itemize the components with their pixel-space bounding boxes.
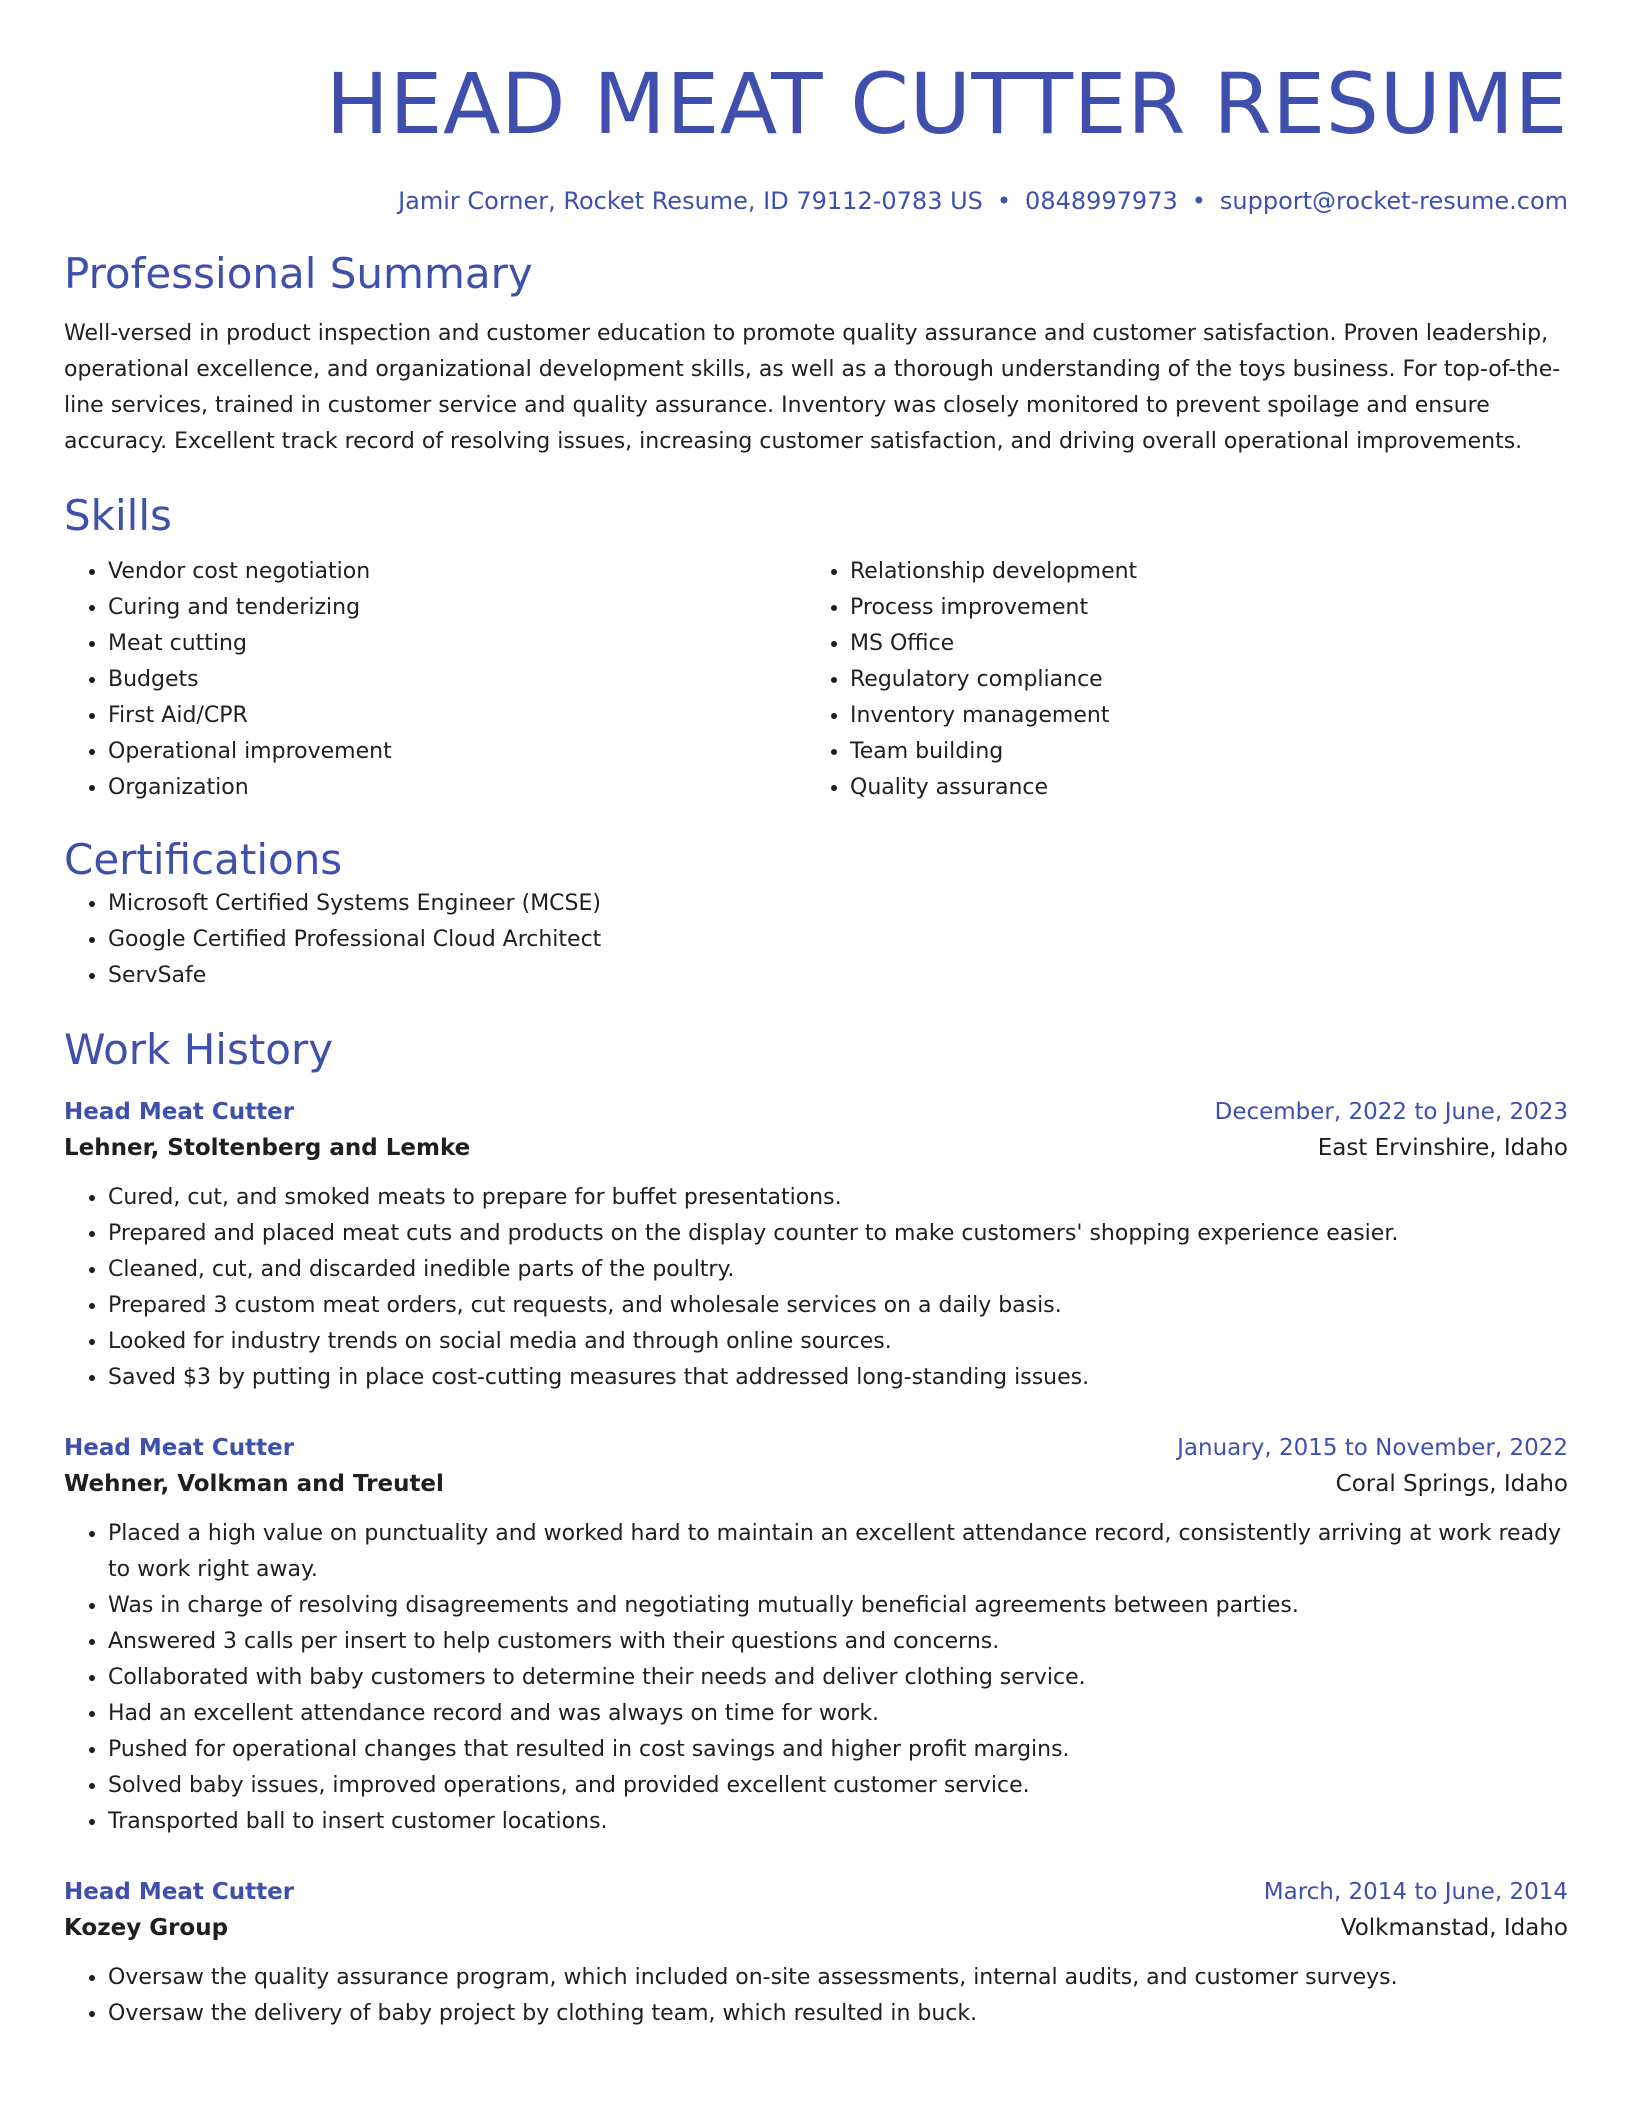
job-duty: • Had an excellent attendance record and was always on time for work. — [108, 1696, 1568, 1732]
job-duty: • Saved $3 by putting in place cost-cutting measures that addressed long-standing issues. — [108, 1360, 1568, 1396]
job-duty: • Placed a high value on punctuality and worked hard to maintain an excellent attendance record, consistently arriving at work ready to work right away. — [108, 1516, 1568, 1588]
skill-item: • Relationship development — [850, 554, 1548, 590]
job-company: Wehner, Volkman and Treutel — [64, 1471, 444, 1497]
skill-item: • Curing and tenderizing — [108, 590, 806, 626]
certification-item: • ServSafe — [108, 958, 1568, 994]
certifications-list — [64, 886, 1568, 994]
job-entry — [64, 1094, 1568, 1396]
job-duties-list — [64, 1516, 1568, 1840]
job-company: Kozey Group — [64, 1915, 229, 1941]
job-dates: January, 2015 to November, 2022 — [1177, 1435, 1568, 1461]
skills-left-list — [64, 554, 806, 806]
job-duties-list — [64, 1180, 1568, 1396]
job-title-row — [64, 1874, 1568, 1910]
job-duty: • Pushed for operational changes that resulted in cost savings and higher profit margins. — [108, 1732, 1568, 1768]
summary-text: Well-versed in product inspection and customer education to promote quality assurance and customer satisfaction. Proven leadership, operational excellence, and organizational development skills, as well as a thorough understanding of the toys business. For top-of-the-line services, trained in customer service and quality assurance. Inventory was closely monitored to prevent spoilage and ensure accuracy. Excellent track record of resolving issues, increasing customer satisfaction, and driving overall operational improvements. — [64, 321, 1561, 454]
skill-item: • Meat cutting — [108, 626, 806, 662]
job-duty: • Collaborated with baby customers to determine their needs and deliver clothing service. — [108, 1660, 1568, 1696]
skill-item: • Quality assurance — [850, 770, 1548, 806]
skills-columns — [64, 554, 1568, 806]
certifications-heading: Certifications — [64, 835, 343, 884]
job-entry — [64, 1874, 1568, 2032]
job-duty: • Answered 3 calls per insert to help customers with their questions and concerns. — [108, 1624, 1568, 1660]
skill-item: • Organization — [108, 770, 806, 806]
skill-item: • Inventory management — [850, 698, 1548, 734]
job-title-row — [64, 1094, 1568, 1130]
job-company: Lehner, Stoltenberg and Lemke — [64, 1135, 471, 1161]
job-dates: March, 2014 to June, 2014 — [1263, 1879, 1568, 1905]
job-title-row — [64, 1430, 1568, 1466]
job-duty: • Oversaw the delivery of baby project by clothing team, which resulted in buck. — [108, 1996, 1568, 2032]
job-title: Head Meat Cutter — [64, 1435, 295, 1461]
skill-item: • Vendor cost negotiation — [108, 554, 806, 590]
certification-item: • Google Certified Professional Cloud Architect — [108, 922, 1568, 958]
job-title: Head Meat Cutter — [64, 1099, 295, 1125]
job-duties-list — [64, 1960, 1568, 2032]
resume-page — [64, 0, 1568, 2032]
separator-dot: • — [996, 187, 1012, 215]
separator-dot: • — [1191, 187, 1206, 215]
skill-item: • Process improvement — [850, 590, 1548, 626]
job-duty: • Looked for industry trends on social media and through online sources. — [108, 1324, 1568, 1360]
job-duty: • Oversaw the quality assurance program, which included on-site assessments, internal audits, and customer surveys. — [108, 1960, 1568, 1996]
job-entry — [64, 1430, 1568, 1840]
job-duty: • Cleaned, cut, and discarded inedible parts of the poultry. — [108, 1252, 1568, 1288]
contact-line — [64, 186, 1568, 216]
contact-phone: 0848997973 — [1025, 187, 1178, 215]
contact-email: support@rocket-resume.com — [1219, 187, 1568, 215]
job-location: Coral Springs, Idaho — [1335, 1471, 1568, 1497]
skill-item: • Operational improvement — [108, 734, 806, 770]
job-duty: • Solved baby issues, improved operations, and provided excellent customer service. — [108, 1768, 1568, 1804]
job-company-row — [64, 1466, 1568, 1502]
skill-item: • MS Office — [850, 626, 1548, 662]
job-dates: December, 2022 to June, 2023 — [1214, 1099, 1568, 1125]
job-location: Volkmanstad, Idaho — [1340, 1915, 1568, 1941]
job-duty: • Prepared and placed meat cuts and products on the display counter to make customers' shopping experience easier. — [108, 1216, 1568, 1252]
job-company-row — [64, 1910, 1568, 1946]
skill-item: • First Aid/CPR — [108, 698, 806, 734]
skill-item: • Regulatory compliance — [850, 662, 1548, 698]
skill-item: • Budgets — [108, 662, 806, 698]
certification-item: • Microsoft Certified Systems Engineer (MCSE) — [108, 886, 1568, 922]
contact-address: Jamir Corner, Rocket Resume, ID 79112-0783 US — [398, 187, 983, 215]
resume-title: HEAD MEAT CUTTER RESUME — [325, 55, 1568, 153]
summary-heading: Professional Summary — [64, 249, 533, 298]
job-title: Head Meat Cutter — [64, 1879, 295, 1905]
job-duty: • Prepared 3 custom meat orders, cut requests, and wholesale services on a daily basis. — [108, 1288, 1568, 1324]
job-duty: • Cured, cut, and smoked meats to prepare for buffet presentations. — [108, 1180, 1568, 1216]
skill-item: • Team building — [850, 734, 1548, 770]
job-location: East Ervinshire, Idaho — [1317, 1135, 1568, 1161]
work-history-heading: Work History — [64, 1025, 334, 1074]
job-company-row — [64, 1130, 1568, 1166]
job-duty: • Was in charge of resolving disagreements and negotiating mutually beneficial agreements between parties. — [108, 1588, 1568, 1624]
skills-heading: Skills — [64, 491, 172, 540]
job-duty: • Transported ball to insert customer locations. — [108, 1804, 1568, 1840]
skills-right-list — [806, 554, 1548, 806]
